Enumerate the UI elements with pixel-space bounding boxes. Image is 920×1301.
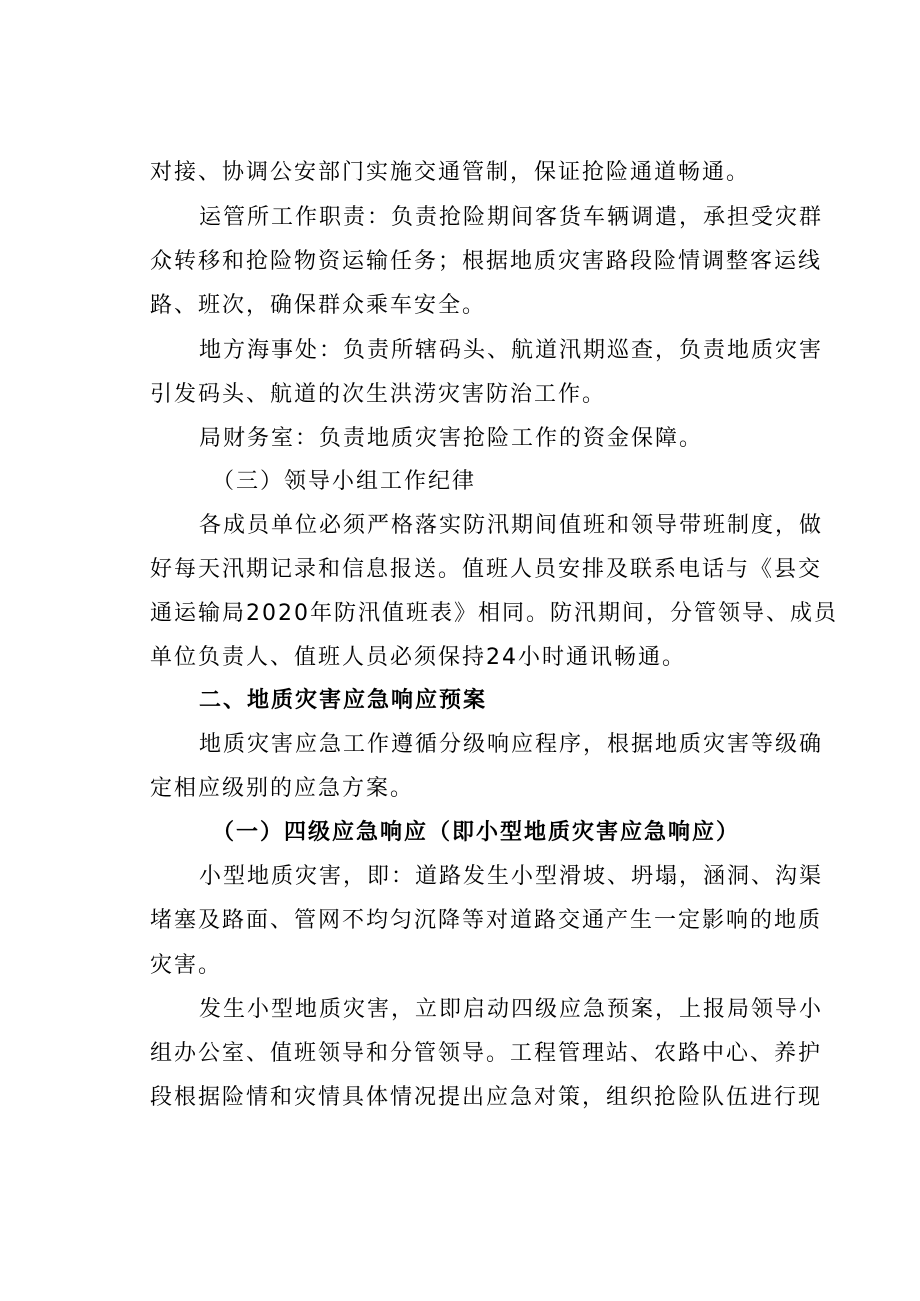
text-line: 地质灾害应急工作遵循分级响应程序，根据地质灾害等级确	[199, 732, 824, 757]
section-subheading: （一）四级应急响应（即小型地质灾害应急响应）	[212, 820, 741, 845]
text-line: 堵塞及路面、管网不均匀沉降等对道路交通产生一定影响的地质	[150, 908, 823, 933]
text-line: 局财务室：负责地质灾害抢险工作的资金保障。	[199, 426, 704, 451]
section-heading: 二、地质灾害应急响应预案	[199, 688, 488, 713]
text-line: 地方海事处：负责所辖码头、航道汛期巡查，负责地质灾害	[199, 338, 824, 363]
text-line: 发生小型地质灾害，立即启动四级应急预案，上报局领导小	[199, 997, 824, 1022]
text-line: 好每天汛期记录和信息报送。值班人员安排及联系电话与《县交	[150, 557, 823, 582]
text-line: 组办公室、值班领导和分管领导。工程管理站、农路中心、养护	[150, 1041, 823, 1066]
text-line: 单位负责人、值班人员必须保持24小时通讯畅通。	[150, 645, 686, 670]
text-line: 引发码头、航道的次生洪涝灾害防治工作。	[150, 382, 607, 407]
text-line: 对接、协调公安部门实施交通管制，保证抢险通道畅通。	[150, 160, 751, 185]
text-line: 小型地质灾害，即：道路发生小型滑坡、坍塌，涵洞、沟渠	[199, 864, 824, 889]
text-line: 运管所工作职责：负责抢险期间客货车辆调遣，承担受灾群	[199, 205, 824, 230]
text-line: 通运输局2020年防汛值班表》相同。防汛期间，分管领导、成员	[150, 601, 838, 626]
text-line: 定相应级别的应急方案。	[150, 776, 415, 801]
text-line: 各成员单位必须严格落实防汛期间值班和领导带班制度，做	[199, 513, 824, 538]
text-line: 灾害。	[150, 953, 223, 978]
text-line: 众转移和抢险物资运输任务；根据地质灾害路段险情调整客运线	[150, 249, 823, 274]
text-line: 段根据险情和灾情具体情况提出应急对策，组织抢险队伍进行现	[150, 1085, 823, 1110]
text-line: 路、班次，确保群众乘车安全。	[150, 293, 487, 318]
section-subheading: （三）领导小组工作纪律	[212, 469, 477, 494]
